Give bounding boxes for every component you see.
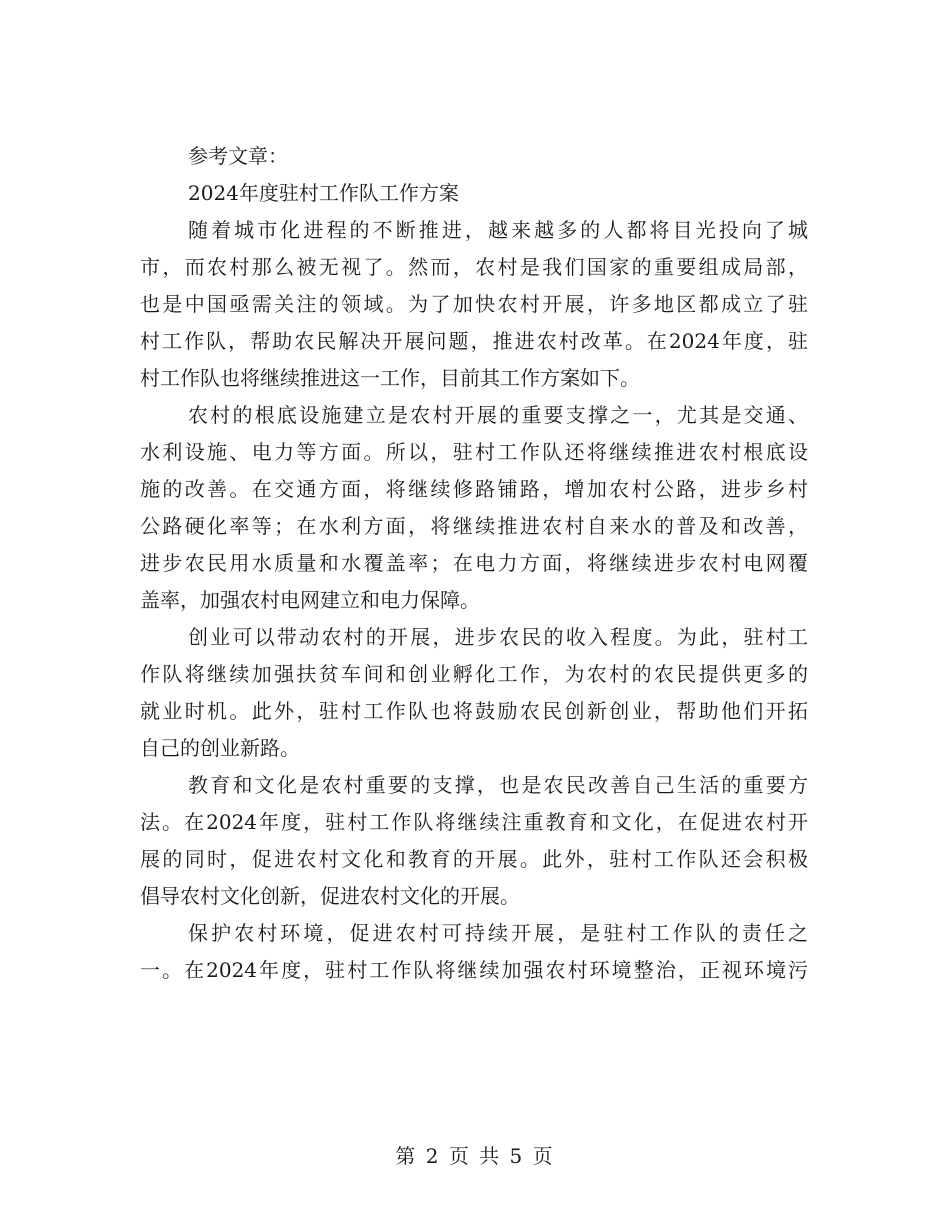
paragraph-line: 倡导农村文化创新，促进农村文化的开展。 — [140, 884, 520, 908]
paragraph-line: 创业可以带动农村的开展，进步农民的收入程度。为此，驻村工 — [188, 625, 808, 649]
paragraph — [140, 619, 808, 767]
paragraph-line: 随着城市化进程的不断推进，越来越多的人都将目光投向了城 — [188, 218, 808, 242]
document-body — [140, 138, 808, 989]
paragraph-line: 一。在2024年度，驻村工作队将继续加强农村环境整治，正视环境污 — [140, 958, 808, 982]
document-title: 2024年度驻村工作队工作方案 — [188, 181, 459, 205]
paragraph — [140, 397, 808, 619]
paragraph-line: 农村的根底设施建立是农村开展的重要支撑之一，尤其是交通、 — [188, 403, 808, 427]
paragraph-line: 自己的创业新路。 — [140, 736, 300, 760]
paragraph-line: 施的改善。在交通方面，将继续修路铺路，增加农村公路，进步乡村 — [140, 477, 808, 501]
paragraph-line: 保护农村环境，促进农村可持续开展，是驻村工作队的责任之 — [188, 921, 808, 945]
paragraph-line: 教育和文化是农村重要的支撑，也是农民改善自己生活的重要方 — [188, 773, 808, 797]
paragraph — [140, 212, 808, 397]
paragraph-line: 就业时机。此外，驻村工作队也将鼓励农民创新创业，帮助他们开拓 — [140, 699, 808, 723]
paragraph-line: 作队将继续加强扶贫车间和创业孵化工作，为农村的农民提供更多的 — [140, 662, 808, 686]
paragraph-line: 公路硬化率等；在水利方面，将继续推进农村自来水的普及和改善， — [140, 514, 808, 538]
paragraph-line: 村工作队，帮助农民解决开展问题，推进农村改革。在2024年度，驻 — [140, 329, 808, 353]
paragraph — [140, 767, 808, 915]
paragraph — [140, 915, 808, 989]
paragraph-line: 盖率，加强农村电网建立和电力保障。 — [140, 588, 480, 612]
paragraph-line: 市，而农村那么被无视了。然而，农村是我们国家的重要组成局部， — [140, 255, 808, 279]
paragraph-line: 展的同时，促进农村文化和教育的开展。此外，驻村工作队还会积极 — [140, 847, 808, 871]
paragraph-line: 也是中国亟需关注的领域。为了加快农村开展，许多地区都成立了驻 — [140, 292, 808, 316]
paragraph-line: 法。在2024年度，驻村工作队将继续注重教育和文化，在促进农村开 — [140, 810, 808, 834]
paragraph-line: 村工作队也将继续推进这一工作，目前其工作方案如下。 — [140, 366, 640, 390]
paragraph-line: 进步农民用水质量和水覆盖率；在电力方面，将继续进步农村电网覆 — [140, 551, 808, 575]
page-number-footer: 第 2 页 共 5 页 — [395, 1144, 555, 1168]
reference-label: 参考文章： — [188, 144, 288, 168]
paragraph-line: 水利设施、电力等方面。所以，驻村工作队还将继续推进农村根底设 — [140, 440, 808, 464]
